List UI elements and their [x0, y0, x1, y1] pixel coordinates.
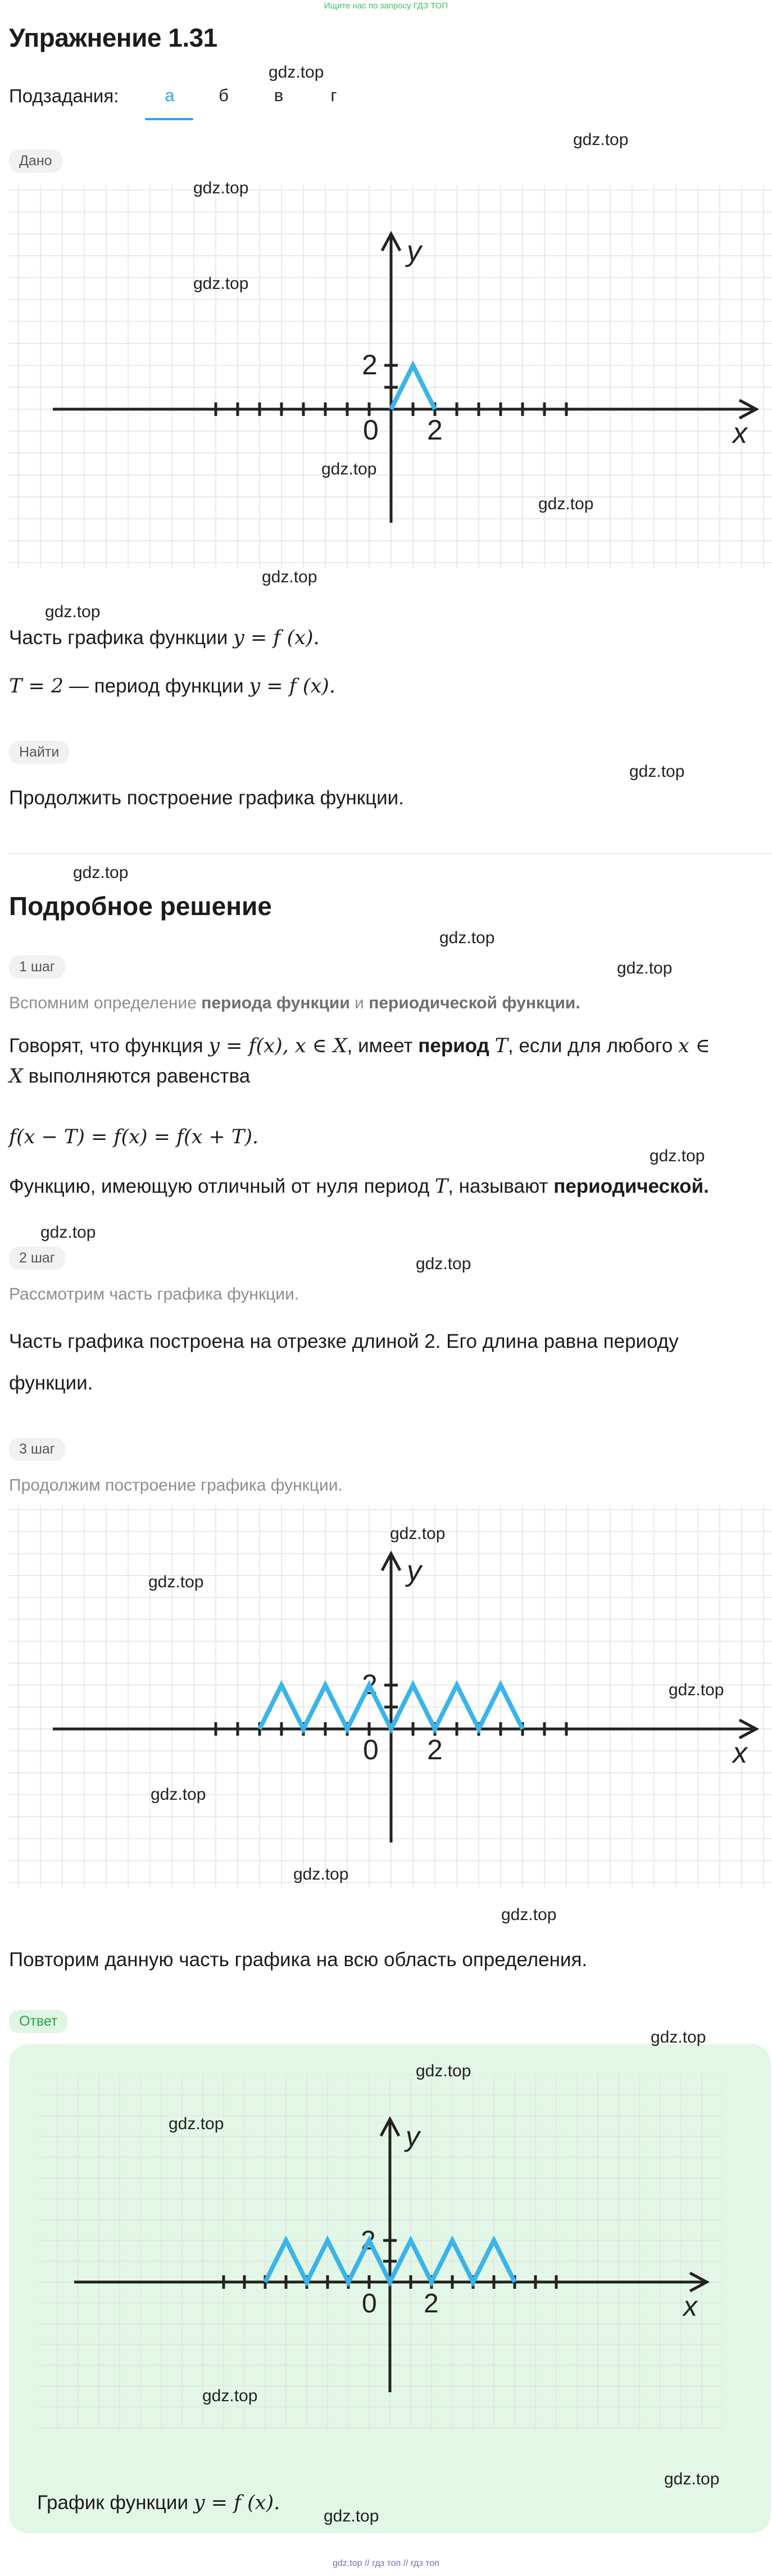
watermark: gdz.top — [73, 863, 129, 882]
watermark: gdz.top — [416, 1255, 471, 1273]
x-tick-label: 2 — [424, 2289, 439, 2319]
watermark: gdz.top — [40, 1223, 96, 1242]
watermark: gdz.top — [669, 1681, 724, 1699]
given-line-2: T = 2 — период функции y = f (x). — [9, 675, 335, 698]
find-pill: Найти — [9, 741, 69, 764]
origin-label: 0 — [363, 414, 379, 446]
watermark: gdz.top — [651, 2028, 706, 2047]
x-axis-label: x — [733, 417, 747, 450]
step-1-pill: 1 шаг — [9, 956, 65, 979]
given-pill: Дано — [9, 150, 62, 173]
watermark: gdz.top — [293, 1865, 349, 1884]
tab-v[interactable]: в — [274, 85, 284, 105]
watermark: gdz.top — [416, 2062, 471, 2080]
x-axis-label: x — [683, 2290, 697, 2322]
tab-a[interactable]: а — [165, 85, 175, 105]
footer-links[interactable]: gdz.top // гдз топ // гдз топ — [333, 2559, 439, 2568]
step-1-definition: Говорят, что функция y = f(x), x ∈ X, имеет период T, если для любого x ∈ X выполняются равенства — [9, 1035, 710, 1088]
y-tick-label: 2 — [361, 2226, 376, 2256]
step-1-equation: f(x − T) = f(x) = f(x + T). — [9, 1126, 259, 1148]
answer-graph — [37, 2074, 723, 2429]
step-2-pill: 2 шаг — [9, 1247, 65, 1270]
watermark: gdz.top — [45, 603, 101, 621]
subtasks-label: Подзадания: — [9, 85, 119, 106]
watermark: gdz.top — [617, 959, 673, 977]
watermark: gdz.top — [324, 2507, 379, 2525]
solution-title: Подробное решение — [9, 891, 272, 921]
step-3-conclusion: Повторим данную часть графика на всю область определения. — [9, 1949, 588, 1971]
find-text: Продолжить построение графика функции. — [9, 787, 404, 809]
x-axis-label: x — [733, 1737, 747, 1769]
tab-b[interactable]: б — [219, 85, 229, 105]
x-tick-label: 2 — [427, 1734, 443, 1765]
section-divider — [9, 853, 772, 854]
y-axis-label: y — [407, 235, 421, 268]
tab-g[interactable]: г — [330, 85, 337, 105]
step-1-periodic-def: Функцию, имеющую отличный от нуля период T, называют периодической. — [9, 1175, 709, 1198]
origin-label: 0 — [363, 1734, 379, 1765]
step-1-hint: Вспомним определение периода функции и периодической функции. — [9, 994, 580, 1012]
step-3-pill: 3 шаг — [9, 1438, 65, 1461]
y-axis-label: y — [406, 2121, 420, 2152]
watermark: gdz.top — [193, 274, 249, 293]
step-3-hint: Продолжим построение графика функции. — [9, 1476, 343, 1495]
step-3-graph — [9, 1505, 772, 1887]
watermark: gdz.top — [193, 179, 249, 197]
watermark: gdz.top — [650, 1147, 705, 1165]
given-line-1: Часть графика функции y = f (x). — [9, 627, 320, 649]
watermark: gdz.top — [202, 2387, 258, 2405]
y-axis-label: y — [407, 1555, 421, 1587]
answer-text: График функции y = f (x). — [37, 2492, 280, 2514]
grid-lines — [37, 2074, 723, 2429]
watermark: gdz.top — [321, 460, 377, 478]
origin-label: 0 — [362, 2289, 377, 2319]
x-tick-label: 2 — [427, 414, 443, 446]
step-2-hint: Рассмотрим часть графика функции. — [9, 1285, 299, 1303]
page-title: Упражнение 1.31 — [9, 23, 217, 52]
watermark: gdz.top — [390, 1524, 446, 1543]
top-search-link[interactable]: Ищите нас по запросу ГДЗ ТОП — [324, 1, 448, 11]
watermark: gdz.top — [439, 929, 495, 947]
watermark: gdz.top — [262, 568, 317, 586]
active-tab-indicator — [145, 118, 193, 120]
watermark: gdz.top — [169, 2115, 224, 2133]
watermark: gdz.top — [501, 1905, 557, 1924]
given-graph — [9, 185, 772, 568]
answer-pill: Ответ — [9, 2010, 67, 2033]
y-tick-label: 2 — [362, 349, 378, 381]
watermark: gdz.top — [151, 1785, 206, 1804]
watermark: gdz.top — [148, 1573, 204, 1591]
y-tick-label: 2 — [362, 1669, 378, 1700]
watermark: gdz.top — [573, 130, 629, 149]
watermark: gdz.top — [664, 2470, 720, 2488]
watermark: gdz.top — [629, 762, 685, 781]
watermark: gdz.top — [269, 63, 324, 82]
step-2-text: Часть графика построена на отрезке длиной 2. Его длина равна периоду функции. — [9, 1330, 679, 1394]
watermark: gdz.top — [538, 495, 594, 513]
